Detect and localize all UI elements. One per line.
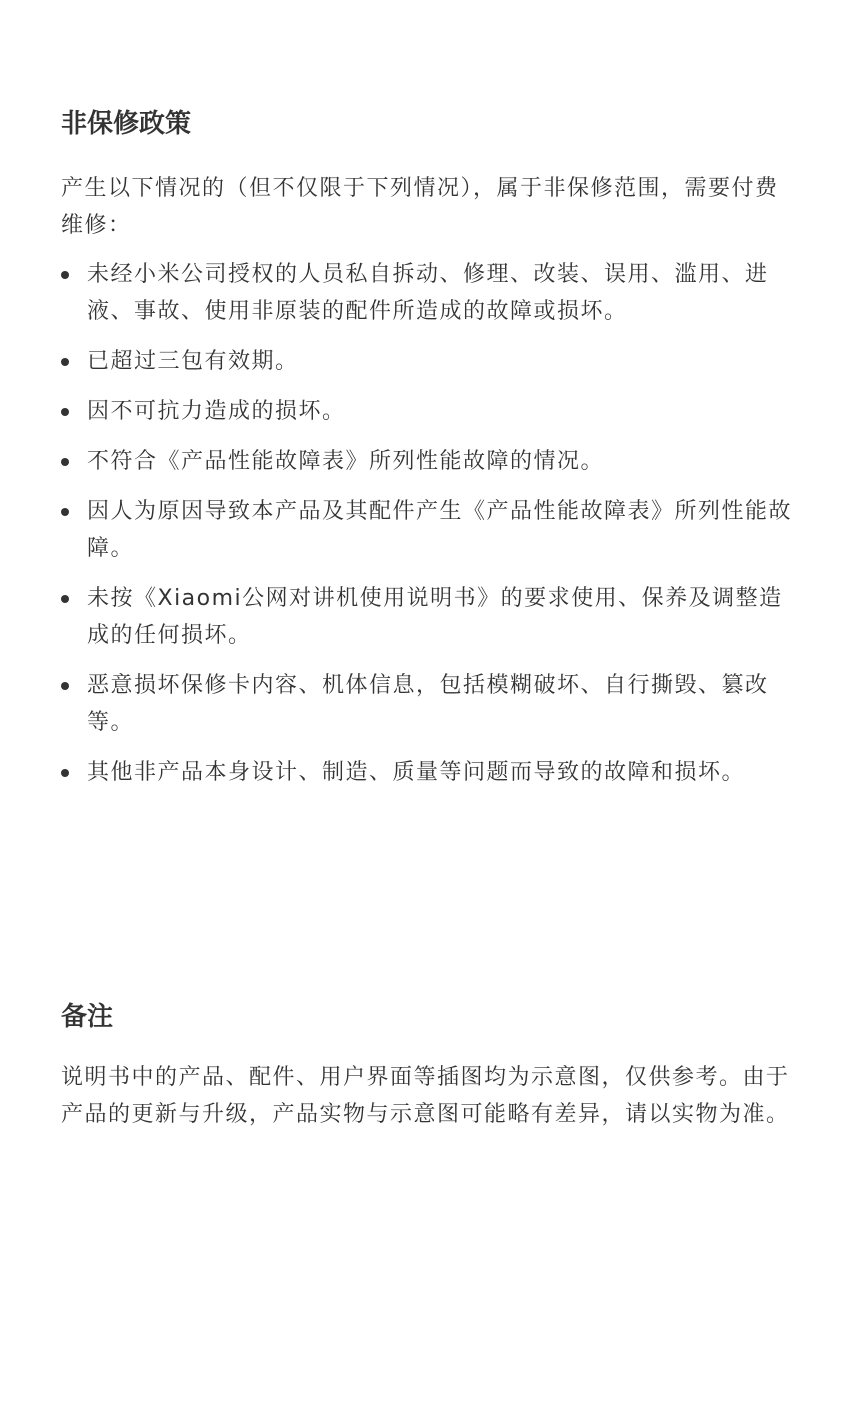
notes-section <box>61 997 801 1133</box>
bullet-icon <box>61 458 69 466</box>
non-warranty-list <box>61 256 801 791</box>
list-item-text: 未按《Xiaomi公网对讲机使用说明书》的要求使用、保养及调整造成的任何损坏。 <box>87 586 783 648</box>
list-item-text: 恶意损坏保修卡内容、机体信息，包括模糊破坏、自行撕毁、篡改等。 <box>87 673 769 735</box>
notes-title: 备注 <box>61 1002 114 1032</box>
list-item <box>61 493 801 567</box>
bullet-icon <box>61 682 69 690</box>
bullet-icon <box>61 358 69 366</box>
list-item <box>61 343 801 380</box>
list-item <box>61 580 801 654</box>
list-item-text: 因人为原因导致本产品及其配件产生《产品性能故障表》所列性能故障。 <box>87 499 793 561</box>
bullet-icon <box>61 595 69 603</box>
list-item <box>61 443 801 480</box>
list-item <box>61 667 801 741</box>
list-item-text: 已超过三包有效期。 <box>87 349 299 374</box>
list-item <box>61 754 801 791</box>
list-item <box>61 256 801 330</box>
bullet-icon <box>61 508 69 516</box>
bullet-icon <box>61 271 69 279</box>
list-item <box>61 393 801 430</box>
bullet-icon <box>61 769 69 777</box>
list-item-text: 因不可抗力造成的损坏。 <box>87 399 346 424</box>
list-item-text: 其他非产品本身设计、制造、质量等问题而导致的故障和损坏。 <box>87 760 746 785</box>
list-item-text: 不符合《产品性能故障表》所列性能故障的情况。 <box>87 449 605 474</box>
notes-text: 说明书中的产品、配件、用户界面等插图均为示意图，仅供参考。由于产品的更新与升级，产品实物与示意图可能略有差异，请以实物为准。 <box>61 1065 790 1127</box>
non-warranty-intro: 产生以下情况的（但不仅限于下列情况），属于非保修范围，需要付费维修： <box>61 176 779 238</box>
non-warranty-title: 非保修政策 <box>61 109 192 139</box>
list-item-text: 未经小米公司授权的人员私自拆动、修理、改装、误用、滥用、进液、事故、使用非原装的配件所造成的故障或损坏。 <box>87 262 769 324</box>
non-warranty-section <box>61 104 801 804</box>
bullet-icon <box>61 408 69 416</box>
